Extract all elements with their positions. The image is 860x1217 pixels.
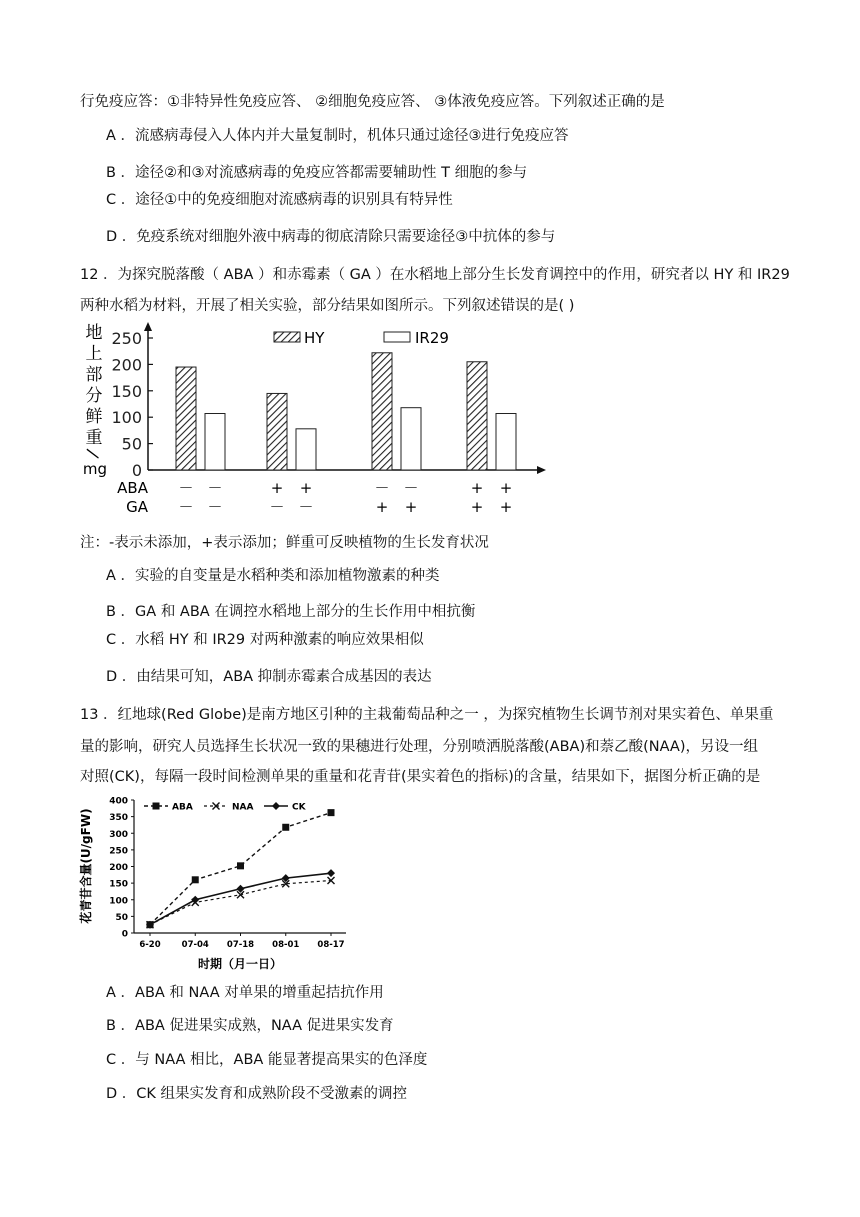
ga-sign: + (375, 498, 389, 516)
y-tick-label: 100 (111, 408, 142, 428)
aba-sign: + (470, 479, 484, 497)
q12-note: 注：-表示未添加，+表示添加；鲜重可反映植物的生长发育状况 (80, 535, 489, 551)
row-label-aba: ABA (117, 479, 148, 497)
legend-label-hy: HY (304, 329, 325, 347)
aba-sign: + (270, 479, 284, 497)
bar-hy (467, 362, 487, 470)
y-tick-label: 150 (111, 381, 142, 401)
y-tick-label: 200 (111, 355, 142, 375)
q13-option-b: B ．ABA 促进果实成熟，NAA 促进果实发育 (106, 1018, 394, 1034)
y-tick-label: 350 (109, 813, 128, 824)
bar-hy (176, 367, 196, 470)
ga-sign: + (470, 498, 484, 516)
aba-sign: + (299, 479, 313, 497)
y-tick-label: 200 (109, 863, 128, 873)
y-axis-label-char: 地 (85, 323, 103, 343)
legend-label-aba: ABA (172, 802, 193, 813)
ga-sign: + (499, 498, 513, 516)
ga-sign: － (178, 498, 194, 516)
legend-swatch-hy (274, 332, 300, 342)
q13-stem-line2: 量的影响，研究人员选择生长状况一致的果穗进行处理，分别喷洒脱落酸(ABA)和萘乙酸(NAA)，另设一组 (80, 739, 758, 755)
legend-swatch-ir29 (384, 332, 410, 342)
line-chart (74, 790, 364, 975)
q12-option-b: B ．GA 和 ABA 在调控水稻地上部分的生长作用中相抗衡 (106, 604, 476, 620)
y-tick-label: 100 (109, 896, 128, 907)
series-line-ck (150, 873, 331, 925)
bar-ir29 (401, 408, 421, 470)
q13-option-a: A ．ABA 和 NAA 对单果的增重起拮抗作用 (106, 985, 384, 1001)
y-tick-label: 250 (109, 846, 128, 857)
bar-ir29 (496, 414, 516, 470)
q13-option-c: C ．与 NAA 相比，ABA 能显著提高果实的色泽度 (106, 1052, 428, 1068)
point-aba (192, 876, 199, 883)
y-tick-label: 50 (121, 434, 142, 454)
legend-marker-aba (153, 803, 160, 810)
q13-stem-line3: 对照(CK)，每隔一段时间检测单果的重量和花青苷(果实着色的指标)的含量，结果如下，据图分析正确的是 (80, 769, 761, 785)
y-axis-label-char: 重 (85, 428, 103, 448)
point-ck (191, 896, 199, 904)
point-naa (328, 877, 335, 884)
ga-sign: － (269, 498, 285, 516)
aba-sign: － (207, 479, 223, 497)
bar-ir29 (296, 429, 316, 470)
q13-option-d: D ．CK 组果实发育和成熟阶段不受激素的调控 (106, 1086, 408, 1102)
x-tick-label: 07-04 (181, 940, 209, 950)
legend-label-naa: NAA (232, 802, 254, 813)
ga-sign: － (298, 498, 314, 516)
q11-option-a: A ．流感病毒侵入人体内并大量复制时，机体只通过途径③进行免疫应答 (106, 128, 569, 144)
aba-sign: + (499, 479, 513, 497)
bar-ir29 (205, 414, 225, 470)
x-tick-label: 6-20 (139, 940, 161, 950)
y-axis-label-unit: mg (82, 460, 108, 478)
q11-stem: 行免疫应答：①非特异性免疫应答、 ②细胞免疫应答、 ③体液免疫应答。下列叙述正确的是 (80, 94, 665, 110)
y-axis-label-char: 上 (85, 344, 103, 364)
legend-marker-ck (272, 802, 280, 810)
ga-sign: + (404, 498, 418, 516)
point-aba (328, 809, 335, 816)
y-axis-arrow (144, 322, 152, 331)
y-tick-label: 250 (111, 329, 142, 348)
y-tick-label: 150 (109, 879, 128, 890)
q12-option-d: D ．由结果可知，ABA 抑制赤霉素合成基因的表达 (106, 669, 432, 685)
point-aba (282, 824, 289, 831)
x-axis-arrow (537, 466, 546, 474)
y-tick-label: 0 (121, 929, 128, 940)
q12-stem-line1: 12 ．为探究脱落酸（ ABA ）和赤霉素（ GA ）在水稻地上部分生长发育调控中的作用，研究者以 HY 和 IR29 (80, 267, 790, 283)
point-ck (327, 869, 335, 877)
y-axis-label-slash: / (82, 447, 104, 460)
bar-hy (267, 393, 287, 470)
aba-sign: － (374, 479, 390, 497)
bar-hy (372, 353, 392, 470)
aba-sign: － (403, 479, 419, 497)
q12-stem-line2: 两种水稻为材料，开展了相关实验，部分结果如图所示。下列叙述错误的是( ) (80, 298, 575, 314)
q12-option-c: C ．水稻 HY 和 IR29 对两种激素的响应效果相似 (106, 632, 424, 648)
y-axis-label-char: 分 (85, 386, 103, 406)
point-aba (237, 862, 244, 869)
y-axis-label: 花青苷含量(U/gFW) (79, 808, 93, 924)
y-tick-label: 50 (115, 912, 128, 923)
x-tick-label: 08-17 (317, 940, 345, 950)
q13-stem-line1: 13 ．红地球(Red Globe)是南方地区引种的主栽葡萄品种之一 ，为探究植物生长调节剂对果实着色、单果重 (80, 707, 774, 723)
row-label-ga: GA (126, 498, 148, 516)
aba-sign: － (178, 479, 194, 497)
legend-label-ir29: IR29 (415, 329, 449, 347)
x-tick-label: 07-18 (226, 940, 255, 950)
q11-option-d: D ．免疫系统对细胞外液中病毒的彻底清除只需要途径③中抗体的参与 (106, 229, 556, 245)
y-tick-label: 0 (131, 461, 142, 480)
x-tick-label: 08-01 (272, 940, 300, 950)
q11-option-b: B ．途径②和③对流感病毒的免疫应答都需要辅助性 T 细胞的参与 (106, 165, 528, 181)
ga-sign: － (207, 498, 223, 516)
y-axis-label-char: 鲜 (85, 407, 103, 427)
bar-chart (78, 318, 550, 518)
y-tick-label: 300 (109, 829, 128, 840)
x-axis-label: 时期（月一日） (197, 957, 283, 971)
q12-option-a: A ．实验的自变量是水稻种类和添加植物激素的种类 (106, 568, 440, 584)
y-tick-label: 400 (109, 796, 128, 807)
q11-option-c: C ．途径①中的免疫细胞对流感病毒的识别具有特异性 (106, 192, 453, 208)
y-axis-label-char: 部 (85, 365, 103, 385)
legend-label-ck: CK (292, 802, 306, 813)
